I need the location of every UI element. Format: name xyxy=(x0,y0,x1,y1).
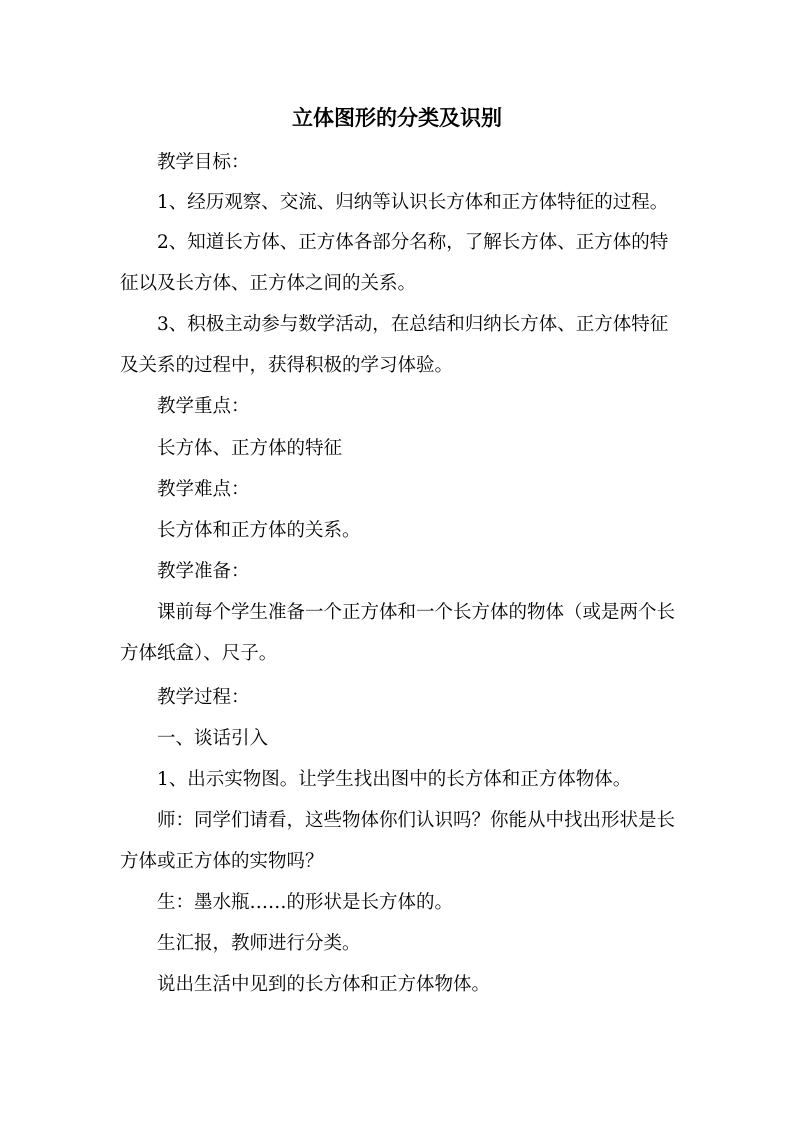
document-title: 立体图形的分类及识别 xyxy=(292,105,502,130)
paragraph-objectives-heading: 教学目标： xyxy=(157,152,250,173)
paragraph-key-points: 长方体、正方体的特征 xyxy=(157,438,343,459)
paragraph-process-heading: 教学过程： xyxy=(157,687,250,708)
paragraph-objective-1: 1、经历观察、交流、归纳等认识长方体和正方体特征的过程。 xyxy=(157,192,669,213)
paragraph-step-1: 1、出示实物图。让学生找出图中的长方体和正方体物体。 xyxy=(157,769,632,790)
paragraph-teacher: 师：同学们请看，这些物体你们认识吗？你能从中找出形状是长方体或正方体的实物吗？ xyxy=(120,810,676,872)
paragraph-objective-3: 3、积极主动参与数学活动，在总结和归纳长方体、正方体特征及关系的过程中，获得积极的学习体验。 xyxy=(120,314,669,376)
paragraph-section-1: 一、谈话引入 xyxy=(157,728,269,749)
paragraph-objective-2: 2、知道长方体、正方体各部分名称，了解长方体、正方体的特征以及长方体、正方体之间的关系。 xyxy=(120,232,669,294)
paragraph-preparation-heading: 教学准备： xyxy=(157,561,250,582)
paragraph-student: 生：墨水瓶……的形状是长方体的。 xyxy=(157,892,454,913)
paragraph-life-examples: 说出生活中见到的长方体和正方体物体。 xyxy=(157,974,491,995)
paragraph-preparation: 课前每个学生准备一个正方体和一个长方体的物体（或是两个长方体纸盒）、尺子。 xyxy=(120,602,676,664)
paragraph-key-points-heading: 教学重点： xyxy=(157,396,250,417)
paragraph-report: 生汇报，教师进行分类。 xyxy=(157,933,361,954)
paragraph-difficulty-heading: 教学难点： xyxy=(157,479,250,500)
paragraph-difficulty: 长方体和正方体的关系。 xyxy=(157,520,361,541)
